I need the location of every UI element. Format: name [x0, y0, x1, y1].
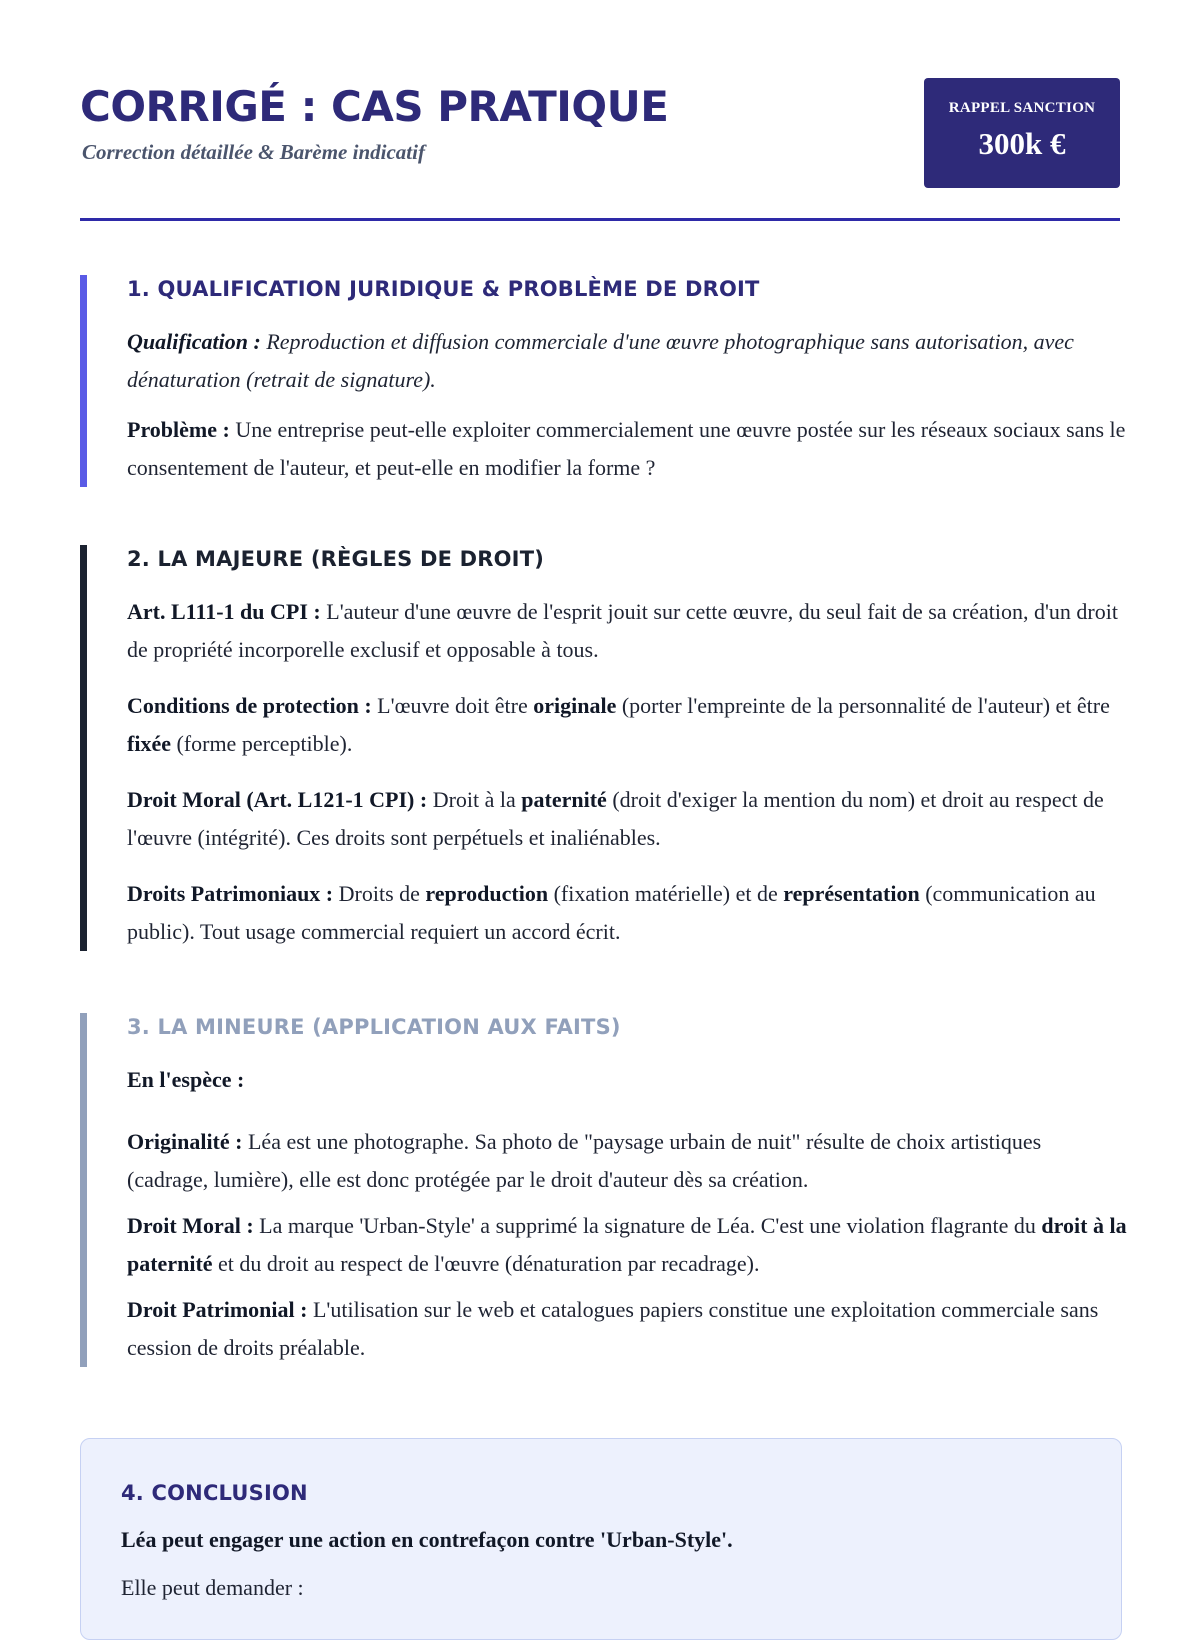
droit-moral-text: Droit à la	[432, 787, 516, 812]
droit-moral-application-emphasis: droit à la paternité	[127, 1213, 1127, 1276]
header	[80, 78, 1120, 186]
droit-moral-application-text: La marque 'Urban-Style' a supprimé la signature de Léa. C'est une violation flagrante du	[259, 1213, 1036, 1238]
qualification-text: Reproduction et diffusion commerciale d'une œuvre photographique sans autorisation, avec dénaturation (retrait de signature).	[127, 329, 1074, 392]
article-label: Art. L111-1 du CPI :	[127, 599, 321, 624]
page-title: CORRIGÉ : CAS PRATIQUE	[80, 82, 669, 131]
sanction-badge	[924, 78, 1120, 188]
conditions-emphasis: fixée	[127, 731, 171, 756]
conclusion-followup: Elle peut demander :	[121, 1575, 304, 1600]
droits-patrimoniaux-emphasis: reproduction	[425, 881, 549, 906]
section-heading: 3. LA MINEURE (APPLICATION AUX FAITS)	[127, 1015, 621, 1039]
droit-moral-paragraph	[127, 781, 1127, 857]
droit-patrimonial-text: L'utilisation sur le web et catalogues papiers constitue une exploitation commerciale sans cession de droits préalable.	[127, 1297, 1099, 1360]
originalite-text: Léa est une photographe. Sa photo de "paysage urbain de nuit" résulte de choix artistiques (cadrage, lumière), elle est donc protégée par le droit d'auteur dès sa création.	[127, 1129, 1042, 1192]
droit-moral-text: (droit d'exiger la mention du nom) et droit au respect de l'œuvre (intégrité). Ces droits sont perpétuels et inaliénables.	[127, 787, 1104, 850]
conditions-text: L'œuvre doit être	[377, 693, 528, 718]
qualification-paragraph	[127, 323, 1127, 399]
conditions-paragraph	[127, 687, 1127, 763]
page-subtitle: Correction détaillée & Barème indicatif	[82, 140, 425, 164]
originalite-label: Originalité :	[127, 1129, 243, 1154]
badge-label: RAPPEL SANCTION	[948, 100, 1096, 116]
droit-moral-application-label: Droit Moral :	[127, 1213, 254, 1238]
droits-patrimoniaux-text: (communication au public). Tout usage commercial requiert un accord écrit.	[127, 881, 1096, 944]
conditions-text: (forme perceptible).	[176, 731, 353, 756]
article-paragraph	[127, 593, 1127, 669]
lead-paragraph	[127, 1061, 1127, 1099]
qualification-label: Qualification :	[127, 329, 261, 354]
section-heading: 1. QUALIFICATION JURIDIQUE & PROBLÈME DE DROIT	[127, 277, 760, 301]
droit-patrimonial-paragraph	[127, 1291, 1127, 1367]
droit-moral-emphasis: paternité	[521, 787, 607, 812]
droits-patrimoniaux-text: (fixation matérielle) et de	[553, 881, 778, 906]
droit-patrimonial-label: Droit Patrimonial :	[127, 1297, 308, 1322]
header-divider	[80, 218, 1120, 221]
section-majeure	[80, 545, 1127, 951]
article-text: L'auteur d'une œuvre de l'esprit jouit sur cette œuvre, du seul fait de sa création, d'un droit de propriété incorporelle exclusif et opposable à tous.	[127, 599, 1118, 662]
droits-patrimoniaux-paragraph	[127, 875, 1127, 951]
originalite-paragraph	[127, 1123, 1127, 1199]
conditions-label: Conditions de protection :	[127, 693, 372, 718]
conclusion-statement: Léa peut engager une action en contrefaçon contre 'Urban-Style'.	[121, 1527, 733, 1552]
droits-patrimoniaux-label: Droits Patrimoniaux :	[127, 881, 334, 906]
droit-moral-application-text: et du droit au respect de l'œuvre (dénaturation par recadrage).	[218, 1251, 760, 1276]
droit-moral-label: Droit Moral (Art. L121-1 CPI) :	[127, 787, 428, 812]
conditions-emphasis: originale	[533, 693, 617, 718]
droits-patrimoniaux-emphasis: représentation	[783, 881, 920, 906]
badge-value: 300k €	[978, 126, 1066, 161]
probleme-paragraph	[127, 411, 1127, 487]
probleme-text: Une entreprise peut-elle exploiter commercialement une œuvre postée sur les réseaux sociaux sans le consentement de l'auteur, et peut-elle en modifier la forme ?	[127, 417, 1126, 480]
conditions-text: (porter l'empreinte de la personnalité de l'auteur) et être	[621, 693, 1110, 718]
conclusion-box	[80, 1438, 1122, 1640]
probleme-label: Problème :	[127, 417, 230, 442]
conclusion-heading: 4. CONCLUSION	[121, 1481, 308, 1505]
section-heading: 2. LA MAJEURE (RÈGLES DE DROIT)	[127, 547, 545, 571]
droit-moral-application-paragraph	[127, 1207, 1127, 1283]
lead-label: En l'espèce :	[127, 1067, 245, 1092]
section-qualification	[80, 275, 1127, 487]
section-mineure	[80, 1013, 1127, 1367]
droits-patrimoniaux-text: Droits de	[338, 881, 420, 906]
